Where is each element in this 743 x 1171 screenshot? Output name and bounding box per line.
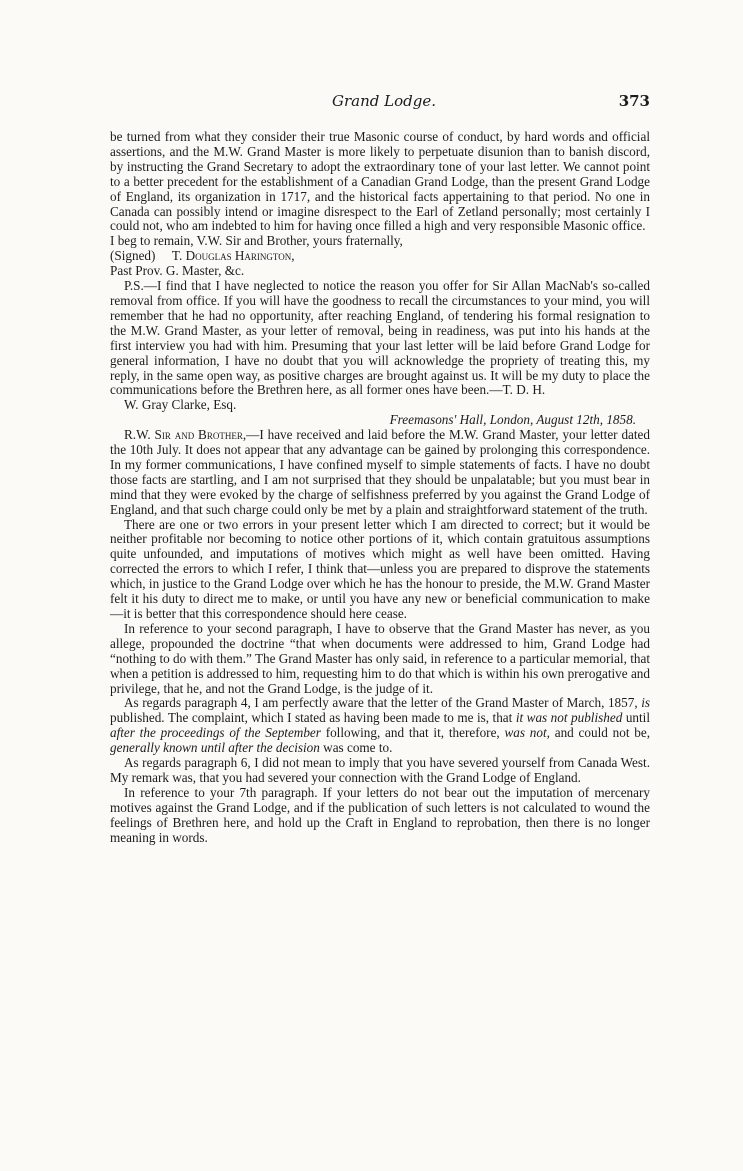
valediction: I beg to remain, V.W. Sir and Brother, yours fraternally, xyxy=(110,233,403,249)
page-number: 373 xyxy=(618,92,650,110)
p4-text-a: As regards paragraph 4, I am perfectly aware that the letter of the Grand Master of March, 1857, xyxy=(124,695,642,711)
signature-line xyxy=(110,249,650,264)
dateline: Freemasons' Hall, London, August 12th, 1858. xyxy=(389,412,636,428)
letter-closing-paragraph: be turned from what they consider their true Masonic course of conduct, by hard words and official assertions, and the M.W. Grand Master is more likely to perpetuate disunion than to banish discord, by instructing the Grand Secretary to adopt the extraordinary tone of your last letter. We cannot point to a better precedent for the establishment of a Canadian Grand Lodge, than the present Grand Lodge of England, its organization in 1717, and the historical facts appertaining to that period. No one in Canada can possibly intend or imagine disrespect to the Earl of Zetland personally; most certainly I could not, who am indebted to him for having once filled a high and very responsible Masonic office. xyxy=(110,129,650,234)
running-header xyxy=(110,92,650,114)
p4-text-g: following, and that it, therefore, xyxy=(320,725,505,741)
signatory-name: T. Douglas Harington, xyxy=(171,248,295,264)
signed-label: (Signed) xyxy=(110,248,156,264)
p4-text-k: was come to. xyxy=(319,740,393,756)
signatory-title: Past Prov. G. Master, &c. xyxy=(110,263,245,279)
p4-text-c: published. The complaint, which I stated as having been made to me is, that xyxy=(110,710,516,726)
reply-paragraph-1 xyxy=(110,428,650,517)
reply-paragraph-6: In reference to your 7th paragraph. If your letters do not bear out the imputation of mercenary motives against the Grand Lodge, and if the publication of such letters is not calculated to wound the feelings of Brethren here, and hold up the Craft in England to reprobation, then there is no longer meaning in words. xyxy=(110,784,650,845)
reply-paragraph-1-text: —I have received and laid before the M.W. Grand Master, your letter dated the 10th July. It does not appear that any advantage can be gained by prolonging this correspondence. In my former communications, I have confined myself to simple statements of facts. I have no doubt those facts are startling, and I am not surprised that they should be unpalatable; but you must bear in mind that they were evoked by the charge of selfishness preferred by you against the Grand Lodge of England, and that such charge could only be met by a plain and straightforward statement of the truth. xyxy=(110,427,650,517)
p4-italic-b: is xyxy=(641,695,650,711)
reply-paragraph-3: In reference to your second paragraph, I have to observe that the Grand Master has never, as you allege, propounded the doctrine “that when documents were addressed to him, Grand Lodge had “nothing to do with them.” The Grand Master has only said, in reference to a particular memorial, that when a petition is addressed to him, requesting him to do that which is within his own prerogative and privilege, that he, and not the Grand Lodge, is the judge of it. xyxy=(110,620,650,696)
p4-italic-d: it was not published xyxy=(515,710,623,726)
salutation: R.W. Sir and Brother, xyxy=(124,427,247,443)
addressee: W. Gray Clarke, Esq. xyxy=(124,397,237,413)
p4-text-i: and could not be, xyxy=(549,725,651,741)
reply-paragraph-5: As regards paragraph 6, I did not mean to imply that you have severed yourself from Canada West. My remark was, that you had severed your connection with the Grand Lodge of England. xyxy=(110,755,650,785)
p4-italic-f: after the proceedings of the September xyxy=(110,725,321,741)
reply-paragraph-2: There are one or two errors in your present letter which I am directed to correct; but it would be neither profitable nor becoming to notice other portions of it, which contain gratuitous assumptions quite unfounded, and imputations of motives which might as well have been omitted. Having corrected the errors to which I refer, I think that—unless you are prepared to disprove the statements which, in justice to the Grand Lodge over which he has the honour to preside, the M.W. Grand Master felt it his duty to direct me to make, or until you have any new or beneficial communication to make—it is better that this correspondence should here cease. xyxy=(110,516,650,621)
running-title: Grand Lodge. xyxy=(332,92,436,110)
p4-italic-j: generally known until after the decision xyxy=(110,740,320,756)
postscript: P.S.—I find that I have neglected to notice the reason you offer for Sir Allan MacNab's so-called removal from office. If you will have the goodness to recall the circumstances to your mind, you will remember that he had no opportunity, after reaching England, of tendering his formal resignation to the M.W. Grand Master, as your letter of removal, being in readiness, was put into his hands at the first interview you had with him. Presuming that your last letter will be laid before Grand Lodge for general information, I have no doubt that you will acknowledge the propriety of treating this, my reply, in the same open way, as positive charges are brought against us. It will be my duty to place the communications before the Brethren here, as all former ones have been.—T. D. H. xyxy=(110,278,650,398)
body-text xyxy=(110,130,650,846)
p4-text-e: until xyxy=(622,710,650,726)
p4-italic-h: was not, xyxy=(504,725,550,741)
reply-paragraph-4 xyxy=(110,696,650,756)
